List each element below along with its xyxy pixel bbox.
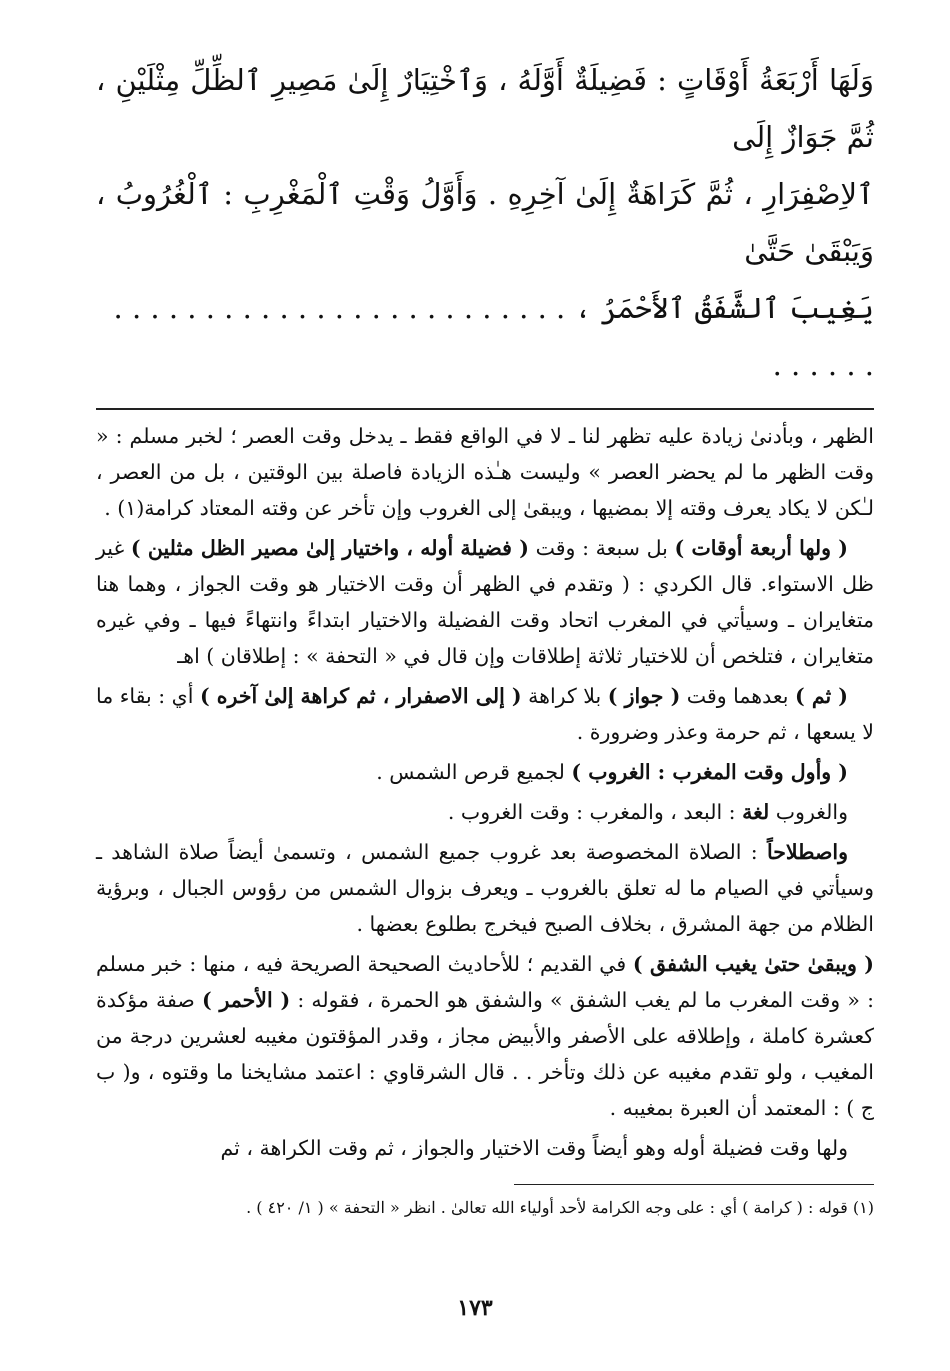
matn-line-1: وَلَهَا أَرْبَعَةُ أَوْقَاتٍ : فَضِيلَةٌ أَوَّلَهُ ، وَٱخْتِيَارٌ إِلَىٰ مَصِيرِ ٱلظِّلِّ مِثْلَيْنِ ، ثُمَّ جَوَازٌ إِلَى	[96, 63, 874, 154]
paragraph-6: واصطلاحاً : الصلاة المخصوصة بعد غروب جميع الشمس ، وتسمىٰ أيضاً صلاة الشاهد ـ وسيأتي في الصيام ما له تعلق بالغروب ـ ويعرف بزوال الشمس من رؤوس الجبال ، وبرؤية الظلام من جهة المشرق ، بخلاف الصبح فيخرج بطلوع بعضها .	[96, 840, 874, 936]
matn-quote: ( فضيلة أوله ، واختيار إلىٰ مصير الظل مثلين )	[130, 536, 529, 560]
page-body	[96, 52, 874, 1221]
footnote-divider	[514, 1184, 874, 1185]
commentary-text	[96, 418, 874, 1166]
paragraph-7: ( ويبقىٰ حتىٰ يغيب الشفق ) في القديم ؛ للأحاديث الصحيحة الصريحة فيه ، منها : خبر مسلم : « وقت المغرب ما لم يغب الشفق » والشفق هو الحمرة ، فقوله : ( الأحمر ) صفة مؤكدة كعشرة كاملة ، وإطلاقه على الأصفر والأبيض مجاز ، وقدر المؤقتون مغيبه لعشرين درجة من المغيب ، ولو تقدم مغيبه عن ذلك وتأخر . . قال الشرقاوي : اعتمد مشايخنا ما وقتوه ، و( ب ج ) : المعتمد أن العبرة بمغيبه .	[96, 952, 875, 1120]
matn-line-2: ٱلاِصْفِرَارِ ، ثُمَّ كَرَاهَةٌ إِلَىٰ آخِرِهِ . وَأَوَّلُ وَقْتِ ٱلْمَغْرِبِ : ٱلْغُرُوبُ ، وَيَبْقَىٰ حَتَّىٰ	[96, 177, 874, 268]
footnote: (١) قوله : ( كرامة ) أي : على وجه الكرامة لأحد أولياء الله تعالىٰ . انظر « التحفة » ( ١/ ٤٢٠ ) .	[246, 1198, 874, 1217]
paragraph-5: والغروب لغة : البعد ، والمغرب : وقت الغروب .	[447, 800, 848, 824]
matn-quote: ( إلى الاصفرار ، ثم كراهة إلىٰ آخره )	[199, 684, 522, 708]
term: واصطلاحاً	[767, 840, 848, 864]
term: لغة	[742, 800, 770, 824]
paragraph-4: ( وأول وقت المغرب : الغروب ) لجميع قرص الشمس .	[376, 760, 848, 784]
matn-quote: ( ثم )	[794, 684, 849, 708]
paragraph-2: ( ولها أربعة أوقات ) بل سبعة : وقت ( فضيلة أوله ، واختيار إلىٰ مصير الظل مثلين ) غير ظل الاستواء. قال الكردي : ( وتقدم في الظهر أن وقت الاختيار هو وقت الجواز ، وهما هنا متغايران ـ وسيأتي في المغرب اتحاد وقت الفضيلة والاختيار ابتداءً وانتهاءً فيها ـ وفي غيره متغايران ، فتلخص أن للاختيار ثلاثة إطلاقات وإن قال في « التحفة » : إطلاقان ) اهـ	[96, 536, 874, 668]
matn-quote: ( الأحمر )	[201, 988, 291, 1012]
matn-text	[96, 52, 874, 394]
page-number: ١٧٣	[457, 1295, 493, 1321]
section-divider	[96, 408, 874, 410]
matn-quote: ( جواز )	[607, 684, 681, 708]
matn-quote: ( ويبقىٰ حتىٰ يغيب الشفق )	[632, 952, 875, 976]
paragraph-1: الظهر ، وبأدنىٰ زيادة عليه تظهر لنا ـ لا في الواقع فقط ـ يدخل وقت العصر ؛ لخبر مسلم : « وقت الظهر ما لم يحضر العصر » وليست هـٰذه الزيادة فاصلة بين الوقتين ، بل من العصر ، لـٰكن لا يكاد يعرف وقته إلا بمضيها ، ويبقىٰ إلى الغروب وإن تأخر عن وقته المعتاد كرامة(١) .	[96, 424, 874, 520]
matn-line-3: يَغِيبَ ٱلشَّفَقُ ٱلأَحْمَرُ ، . . . . . . . . . . . . . . . . . . . . . . . . . . . . . . .	[113, 291, 874, 382]
paragraph-8: ولها وقت فضيلة أوله وهو أيضاً وقت الاختيار والجواز ، ثم وقت الكراهة ، ثم	[220, 1136, 848, 1160]
matn-quote: ( ولها أربعة أوقات )	[674, 536, 849, 560]
matn-quote: ( وأول وقت المغرب : الغروب )	[571, 760, 848, 784]
paragraph-3: ( ثم ) بعدهما وقت ( جواز ) بلا كراهة ( إلى الاصفرار ، ثم كراهة إلىٰ آخره ) أي : بقاء ما لا يسعها ، ثم حرمة وعذر وضرورة .	[96, 684, 874, 744]
